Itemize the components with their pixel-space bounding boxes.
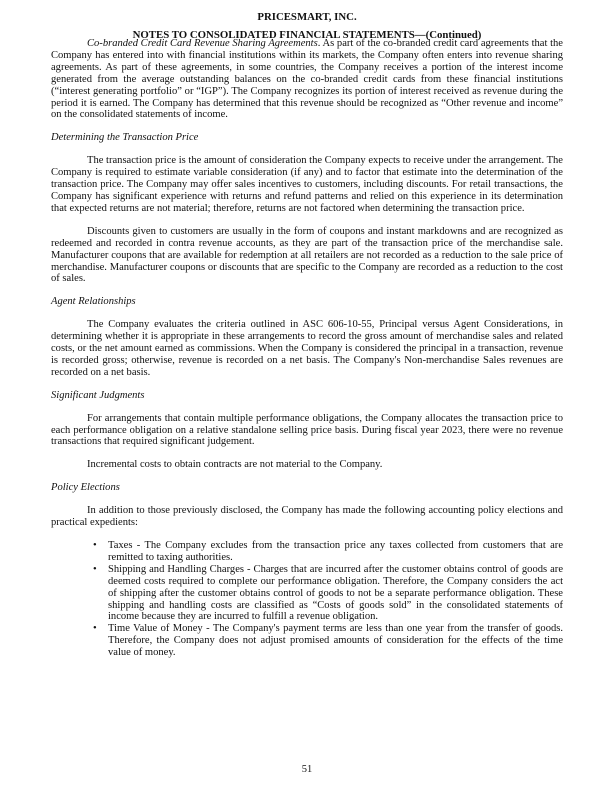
paragraph-lead: Co-branded Credit Card Revenue Sharing Agreements <box>87 38 318 49</box>
paragraph-cobranded <box>51 38 563 121</box>
paragraph: The Company evaluates the criteria outlined in ASC 606-10-55, Principal versus Agent Considerations, in determining whether it is appropriate in these arrangements to record the gross amount of merchandise sales and related costs, or the net amount earned as commissions. When the Company is considered the principal in a transaction, revenue is recorded gross; otherwise, revenue is recorded on a net basis. The Company's Non-merchandise Sales revenues are recorded on a net basis. <box>51 319 563 378</box>
document-body <box>51 38 563 659</box>
bullet-icon: • <box>93 563 97 575</box>
list-item-text: Taxes - The Company excludes from the transaction price any taxes collected from customers that are remitted to taxing authorities. <box>108 540 563 563</box>
paragraph: Discounts given to customers are usually in the form of coupons and instant markdowns and are recognized as redeemed and recorded in contra revenue accounts, as they are part of the transaction price of the merchandise sale. Manufacturer coupons that are available for redemption at all retailers are not recorded as a reduction to the sale price of merchandise. Manufacturer coupons or discounts that are specific to the Company are recorded as a reduction to the cost of sales. <box>51 225 563 285</box>
section-heading: Agent Relationships <box>51 296 136 308</box>
list-item <box>93 540 563 564</box>
paragraph: Incremental costs to obtain contracts are not material to the Company. <box>87 459 383 471</box>
section-heading: Policy Elections <box>51 482 120 494</box>
section-heading: Significant Judgments <box>51 389 145 401</box>
section-heading: Determining the Transaction Price <box>51 132 199 144</box>
paragraph: The transaction price is the amount of consideration the Company expects to receive under the arrangement. The Company is required to estimate variable consideration (if any) and to factor that estimate into the determination of the transaction price. The Company may offer sales incentives to customers, including discounts. For retail transactions, the Company has significant experience with returns and refund patterns and relied on this experience in its determination that expected returns are not material; therefore, returns are not factored when determining the transaction price. <box>51 155 563 214</box>
page-number: 51 <box>301 764 313 775</box>
list-item <box>93 623 563 659</box>
page-title: NOTES TO CONSOLIDATED FINANCIAL STATEMENTS—(Continued) <box>132 29 482 41</box>
paragraph-text: . As part of the co-branded credit card agreements that the Company has entered into with financial institutions within its markets, the Company often enters into revenue sharing agreements. As part of these agreements, in some countries, the Company receives a portion of the interest income generated from the average outstanding balances on the co-branded credit cards from these financial institutions (“interest generating portfolio” or “IGP”). The Company recognizes its portion of interest received as revenue during the period it is earned. The Company has determined that this revenue should be recognized as “Other revenue and income” on the consolidated statements of income. <box>51 38 563 121</box>
policy-list <box>51 540 563 659</box>
list-item-text: Shipping and Handling Charges - Charges that are incurred after the customer obtains control of goods are deemed costs required to complete our performance obligation. Therefore, the Company considers the act of shipping after the customer obtains control of goods to not be a separate performance obligation. These shipping and handling costs are classified as “Costs of goods sold” in the consolidated statements of income because they are incurred to fulfill a revenue obligation. <box>108 563 563 623</box>
bullet-icon: • <box>93 540 97 551</box>
paragraph: For arrangements that contain multiple performance obligations, the Company allocates the transaction price to each performance obligation on a relative standalone selling price basis. During fiscal year 2023, there were no revenue transactions that required significant judgement. <box>51 412 563 448</box>
paragraph: In addition to those previously disclosed, the Company has made the following accounting policy elections and practical expedients: <box>51 505 563 529</box>
list-item-text: Time Value of Money - The Company's payment terms are less than one year from the transfer of goods. Therefore, the Company does not adjust promised amounts of consideration for the effects of the time value of money. <box>108 623 563 659</box>
company-name: PRICESMART, INC. <box>257 11 357 23</box>
list-item <box>93 563 563 624</box>
bullet-icon: • <box>93 623 97 635</box>
